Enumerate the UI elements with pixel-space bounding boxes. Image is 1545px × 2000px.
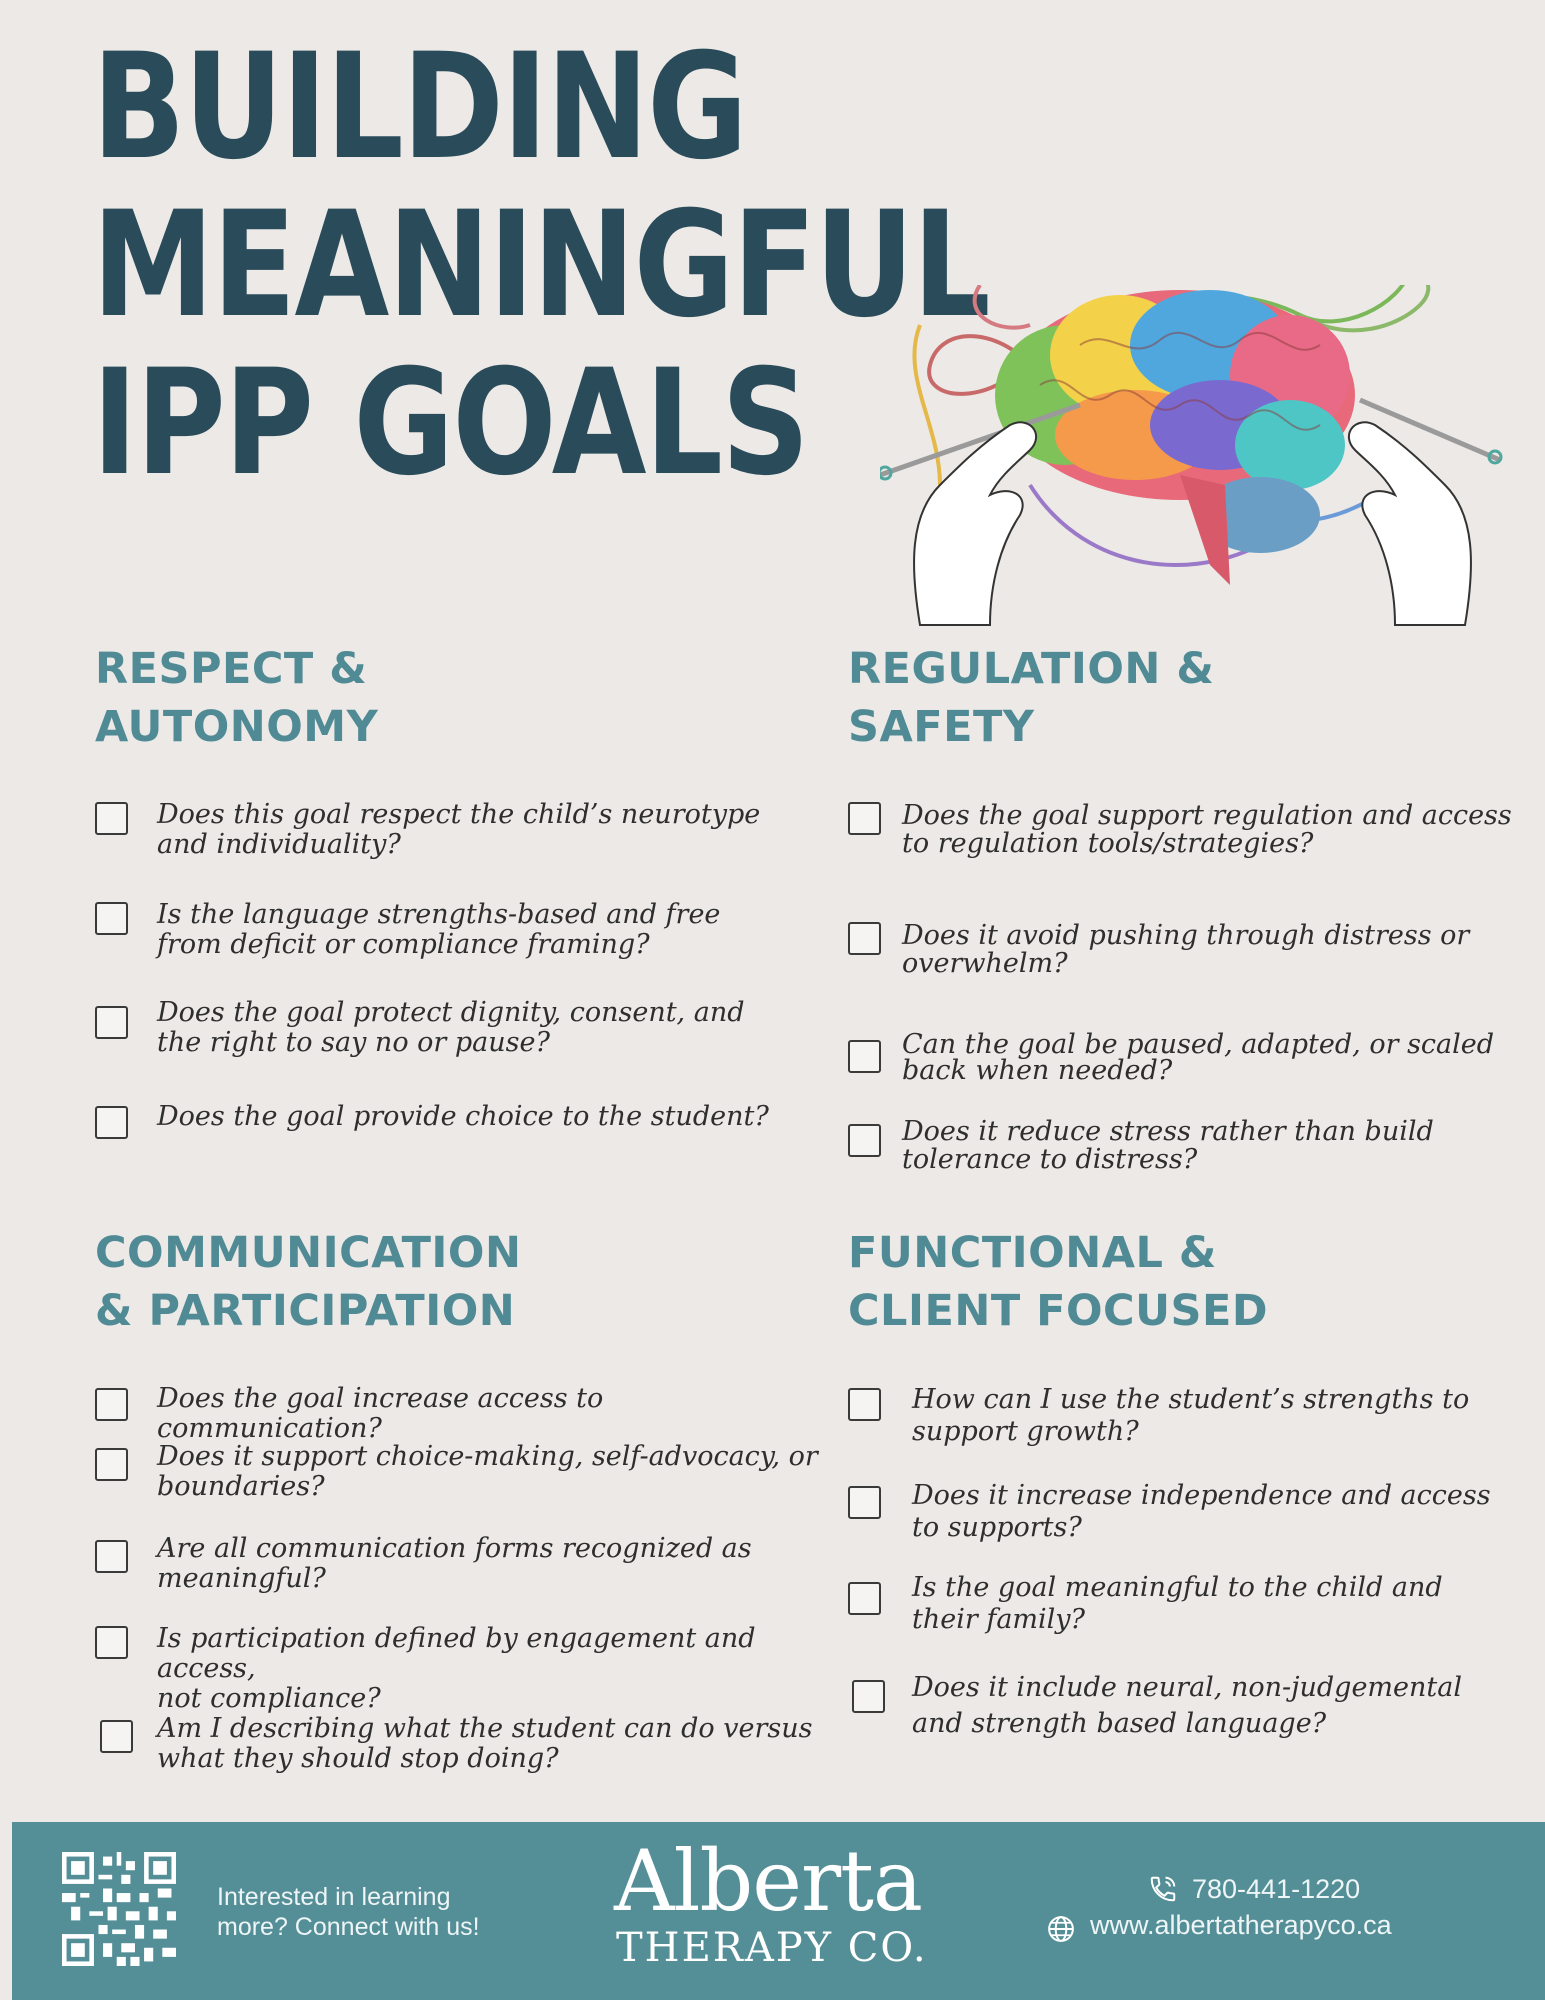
checklist-question: Is the goal meaningful to the child and their family? xyxy=(912,1572,1443,1635)
brand-logo: Alberta xyxy=(614,1832,922,1930)
title-line-3: IPP GOALS xyxy=(92,338,808,508)
checkbox[interactable] xyxy=(95,1388,128,1421)
checklist-question: Does the goal protect dignity, consent, and the right to say no or pause? xyxy=(157,997,745,1058)
checkbox[interactable] xyxy=(848,1486,881,1519)
section-heading: RESPECT & AUTONOMY xyxy=(95,644,379,752)
checklist-question: Does the goal support regulation and access to regulation tools/strategies? xyxy=(902,800,1512,859)
brain-knitting-illustration xyxy=(880,285,1505,630)
checkbox[interactable] xyxy=(95,1106,128,1139)
section-heading: REGULATION & SAFETY xyxy=(848,644,1215,752)
website-contact[interactable] xyxy=(1090,1910,1392,1941)
section-heading: COMMUNICATION & PARTICIPATION xyxy=(95,1228,522,1336)
checkbox[interactable] xyxy=(848,1040,881,1073)
title-line-1: BUILDING xyxy=(92,22,747,192)
checkbox[interactable] xyxy=(95,902,128,935)
section-respect-autonomy xyxy=(95,640,815,1132)
connect-text: Interested in learning more? Connect with us! xyxy=(217,1883,480,1941)
checkbox[interactable] xyxy=(100,1720,133,1753)
checklist-question: Does this goal respect the child’s neurotype and individuality? xyxy=(157,799,761,860)
checkbox[interactable] xyxy=(848,802,881,835)
checklist-question: Is participation defined by engagement and access, not compliance? xyxy=(157,1623,756,1714)
section-regulation-safety xyxy=(848,640,1538,1175)
section-heading: FUNCTIONAL & CLIENT FOCUSED xyxy=(848,1228,1269,1336)
checklist-question: Does the goal increase access to communication? xyxy=(157,1383,604,1444)
checkbox[interactable] xyxy=(848,922,881,955)
checkbox[interactable] xyxy=(95,1006,128,1039)
checklist-question: Does it avoid pushing through distress or overwhelm? xyxy=(902,920,1470,979)
checklist-question: Does it include neural, non-judgemental and strength based language? xyxy=(912,1672,1462,1739)
checklist-question: Is the language strengths-based and free from deficit or compliance framing? xyxy=(157,899,721,960)
brand-logo-subtitle: THERAPY CO. xyxy=(616,1925,928,1971)
phone-contact[interactable] xyxy=(1192,1874,1360,1905)
checkbox[interactable] xyxy=(95,1626,128,1659)
checklist-question: Does the goal provide choice to the student? xyxy=(157,1101,769,1132)
checklist-question: Does it support choice-making, self-advocacy, or boundaries? xyxy=(157,1441,818,1502)
title-line-2: MEANINGFUL xyxy=(92,180,990,350)
checklist-question: Am I describing what the student can do versus what they should stop doing? xyxy=(157,1713,813,1774)
section-communication-participation xyxy=(95,1224,835,1774)
checkbox[interactable] xyxy=(95,1448,128,1481)
website-url: www.albertatherapyco.ca xyxy=(1090,1910,1392,1940)
qr-code-icon[interactable] xyxy=(62,1852,176,1966)
phone-icon xyxy=(1148,1874,1178,1904)
checkbox[interactable] xyxy=(848,1388,881,1421)
checklist-question: How can I use the student’s strengths to support growth? xyxy=(912,1384,1470,1447)
globe-icon xyxy=(1046,1914,1076,1944)
checklist-question: Can the goal be paused, adapted, or scaled back when needed? xyxy=(902,1029,1495,1086)
checklist-question: Are all communication forms recognized as meaningful? xyxy=(157,1533,752,1594)
checkbox[interactable] xyxy=(95,1540,128,1573)
checklist-question: Does it increase independence and access to supports? xyxy=(912,1480,1491,1543)
checkbox[interactable] xyxy=(848,1582,881,1615)
page-title xyxy=(92,22,990,508)
section-functional-client-focused xyxy=(848,1224,1538,1739)
footer-bar xyxy=(12,1822,1545,2000)
phone-number: 780-441-1220 xyxy=(1192,1874,1361,1904)
checkbox[interactable] xyxy=(852,1680,885,1713)
checkbox[interactable] xyxy=(848,1124,881,1157)
checklist-question: Does it reduce stress rather than build tolerance to distress? xyxy=(902,1116,1434,1175)
checkbox[interactable] xyxy=(95,802,128,835)
